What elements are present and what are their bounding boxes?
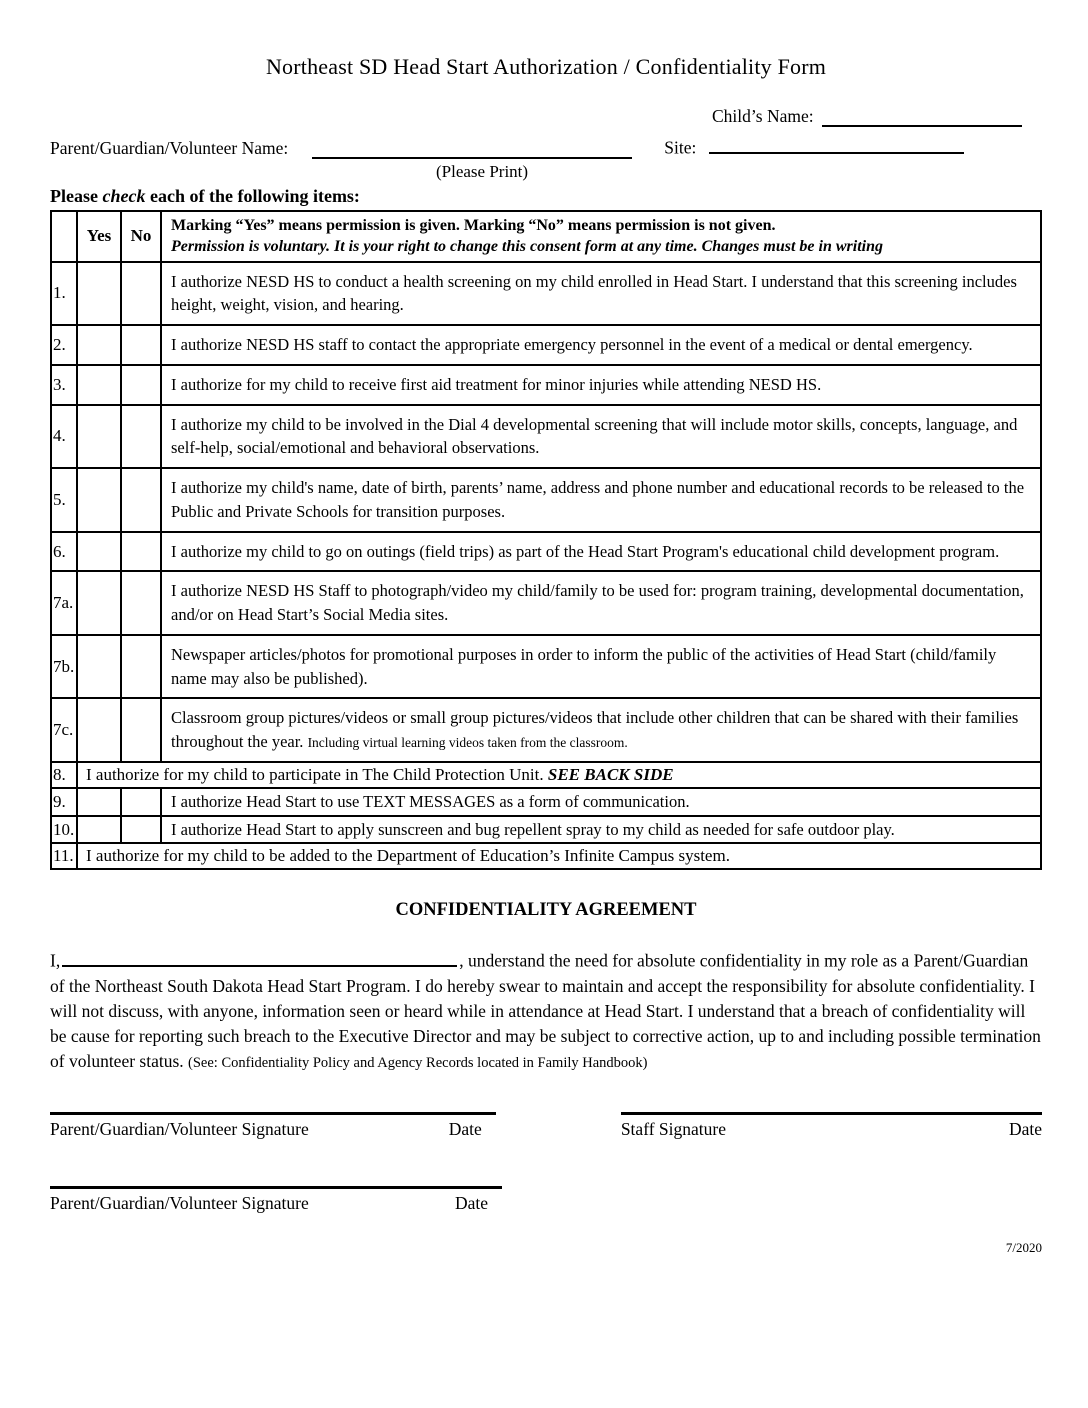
row-number: 3. [51, 365, 77, 405]
yes-checkbox-cell[interactable] [77, 365, 121, 405]
yes-checkbox-cell[interactable] [77, 571, 121, 635]
instructions-line: Please check each of the following items: [50, 185, 360, 206]
page-title: Northeast SD Head Start Authorization / Confidentiality Form [265, 54, 827, 79]
childs-name-row [50, 106, 1042, 127]
yes-checkbox-cell[interactable] [77, 635, 121, 699]
yes-checkbox-cell[interactable] [77, 325, 121, 365]
row-number: 10. [51, 816, 77, 844]
no-checkbox-cell[interactable] [121, 571, 161, 635]
row-text: I authorize NESD HS staff to contact the appropriate emergency personnel in the event of a medical or dental emergency. [161, 325, 1041, 365]
childs-name-field[interactable] [822, 108, 1022, 128]
handbook-citation: (See: Confidentiality Policy and Agency Records located in Family Handbook) [188, 1054, 648, 1071]
no-column-header: No [121, 211, 161, 262]
row-text: I authorize my child's name, date of birth, parents’ name, address and phone number and educational records to be released to the Public and Private Schools for transition purposes. [161, 468, 1041, 532]
table-row-8 [51, 762, 1041, 788]
row-text: I authorize my child to go on outings (field trips) as part of the Head Start Program's educational child development program. [161, 532, 1041, 572]
parent-name-row [50, 134, 1042, 159]
staff-signature-label: Staff Signature [620, 1118, 726, 1139]
row-number: 11. [51, 843, 77, 869]
please-print-note: (Please Print) [436, 161, 529, 181]
parent-signature-field-2[interactable] [50, 1186, 502, 1189]
revision-date: 7/2020 [1005, 1239, 1042, 1255]
table-row-7a [51, 571, 1041, 635]
yes-column-header: Yes [77, 211, 121, 262]
row-text: I authorize NESD HS Staff to photograph/video my child/family to be used for: program training, developmental documentation, and/or on Head Start’s Social Media sites. [161, 571, 1041, 635]
row-number: 7b. [51, 635, 77, 699]
yes-checkbox-cell[interactable] [77, 788, 121, 816]
row-text: I authorize for my child to be added to the Department of Education’s Infinite Campus system. [77, 843, 1041, 869]
date-label: Date [454, 1192, 488, 1213]
table-row-9 [51, 788, 1041, 816]
row-number: 8. [51, 762, 77, 788]
row-text: Classroom group pictures/videos or small group pictures/videos that include other children that can be shared with their families throughout the year. Including virtual learning videos taken from the classroom. [161, 698, 1041, 762]
date-label: Date [1008, 1118, 1042, 1139]
parent-signature-label: Parent/Guardian/Volunteer Signature [50, 1118, 309, 1139]
no-checkbox-cell[interactable] [121, 816, 161, 844]
no-checkbox-cell[interactable] [121, 788, 161, 816]
signature-section [50, 1112, 1042, 1214]
no-checkbox-cell[interactable] [121, 635, 161, 699]
row-text: Newspaper articles/photos for promotional purposes in order to inform the public of the activities of Head Start (child/family name may also be published). [161, 635, 1041, 699]
no-checkbox-cell[interactable] [121, 405, 161, 469]
parent-signature-block-2 [50, 1186, 502, 1214]
marking-italic-text: Permission is voluntary. It is your right to change this consent form at any time. Changes must be in writing [171, 238, 883, 256]
staff-signature-field[interactable] [621, 1112, 1042, 1115]
parent-name-field[interactable] [312, 139, 632, 159]
parent-signature-field[interactable] [50, 1112, 496, 1115]
site-field[interactable] [709, 134, 964, 154]
table-row-11 [51, 843, 1041, 869]
no-checkbox-cell[interactable] [121, 262, 161, 326]
table-row-10 [51, 816, 1041, 844]
table-row-4 [51, 405, 1041, 469]
row-number: 7a. [51, 571, 77, 635]
authorization-table [50, 210, 1042, 871]
yes-checkbox-cell[interactable] [77, 262, 121, 326]
row-text: I authorize Head Start to apply sunscreen and bug repellent spray to my child as needed for safe outdoor play. [161, 816, 1041, 844]
row-number: 4. [51, 405, 77, 469]
row-text: I authorize my child to be involved in the Dial 4 developmental screening that will include motor skills, concepts, language, and self-help, social/emotional and behavioral observations. [161, 405, 1041, 469]
no-checkbox-cell[interactable] [121, 468, 161, 532]
row-number: 2. [51, 325, 77, 365]
site-label: Site: [664, 137, 697, 158]
table-header-row [51, 211, 1041, 262]
row-number: 6. [51, 532, 77, 572]
see-back-side-note: SEE BACK SIDE [547, 764, 674, 784]
yes-checkbox-cell[interactable] [77, 532, 121, 572]
row-number: 7c. [51, 698, 77, 762]
row-text: I authorize for my child to participate in The Child Protection Unit. SEE BACK SIDE [77, 762, 1041, 788]
marking-instructions-cell [161, 211, 1041, 262]
row-text: I authorize Head Start to use TEXT MESSAGES as a form of communication. [161, 788, 1041, 816]
staff-signature-block [621, 1112, 1042, 1140]
table-row-1 [51, 262, 1041, 326]
parent-signature-label-2: Parent/Guardian/Volunteer Signature [50, 1192, 309, 1213]
date-label: Date [448, 1118, 482, 1139]
yes-checkbox-cell[interactable] [77, 468, 121, 532]
yes-checkbox-cell[interactable] [77, 816, 121, 844]
agreement-intro: I, [50, 950, 61, 971]
table-row-5 [51, 468, 1041, 532]
yes-checkbox-cell[interactable] [77, 405, 121, 469]
parent-signature-block [50, 1112, 496, 1140]
table-row-3 [51, 365, 1041, 405]
table-row-2 [51, 325, 1041, 365]
virtual-learning-note: Including virtual learning videos taken from the classroom. [307, 735, 628, 751]
row-text: I authorize NESD HS to conduct a health screening on my child enrolled in Head Start. I understand that this screening includes height, weight, vision, and hearing. [161, 262, 1041, 326]
row-number: 1. [51, 262, 77, 326]
childs-name-label: Child’s Name: [712, 106, 814, 126]
marking-bold-text: Marking “Yes” means permission is given. Marking “No” means permission is not given. [171, 216, 776, 234]
confidentiality-heading: CONFIDENTIALITY AGREEMENT [395, 900, 697, 921]
volunteer-name-field[interactable] [62, 947, 457, 967]
no-checkbox-cell[interactable] [121, 325, 161, 365]
table-row-6 [51, 532, 1041, 572]
no-checkbox-cell[interactable] [121, 698, 161, 762]
header-number-cell [51, 211, 77, 262]
confidentiality-paragraph [50, 947, 1042, 1076]
table-row-7c [51, 698, 1041, 762]
no-checkbox-cell[interactable] [121, 532, 161, 572]
row-number: 9. [51, 788, 77, 816]
check-emphasis: check [102, 185, 146, 206]
row-number: 5. [51, 468, 77, 532]
row-text: I authorize for my child to receive first aid treatment for minor injuries while attending NESD HS. [161, 365, 1041, 405]
yes-checkbox-cell[interactable] [77, 698, 121, 762]
no-checkbox-cell[interactable] [121, 365, 161, 405]
agreement-body: , understand the need for absolute confidentiality in my role as a Parent/Guardian of the Northeast South Dakota Head Start Program. I do hereby swear to maintain and accept the responsibility for absolute confidentiality. I will not discuss, with anyone, information seen or heard while in attendance at Head Start. I understand that a breach of confidentiality will be cause for reporting such breach to the Executive Director and may be subject to corrective action, up to and including possible termination of volunteer status. [50, 950, 1041, 1071]
parent-name-label: Parent/Guardian/Volunteer Name: [50, 137, 289, 158]
site-group [664, 134, 963, 159]
table-row-7b [51, 635, 1041, 699]
